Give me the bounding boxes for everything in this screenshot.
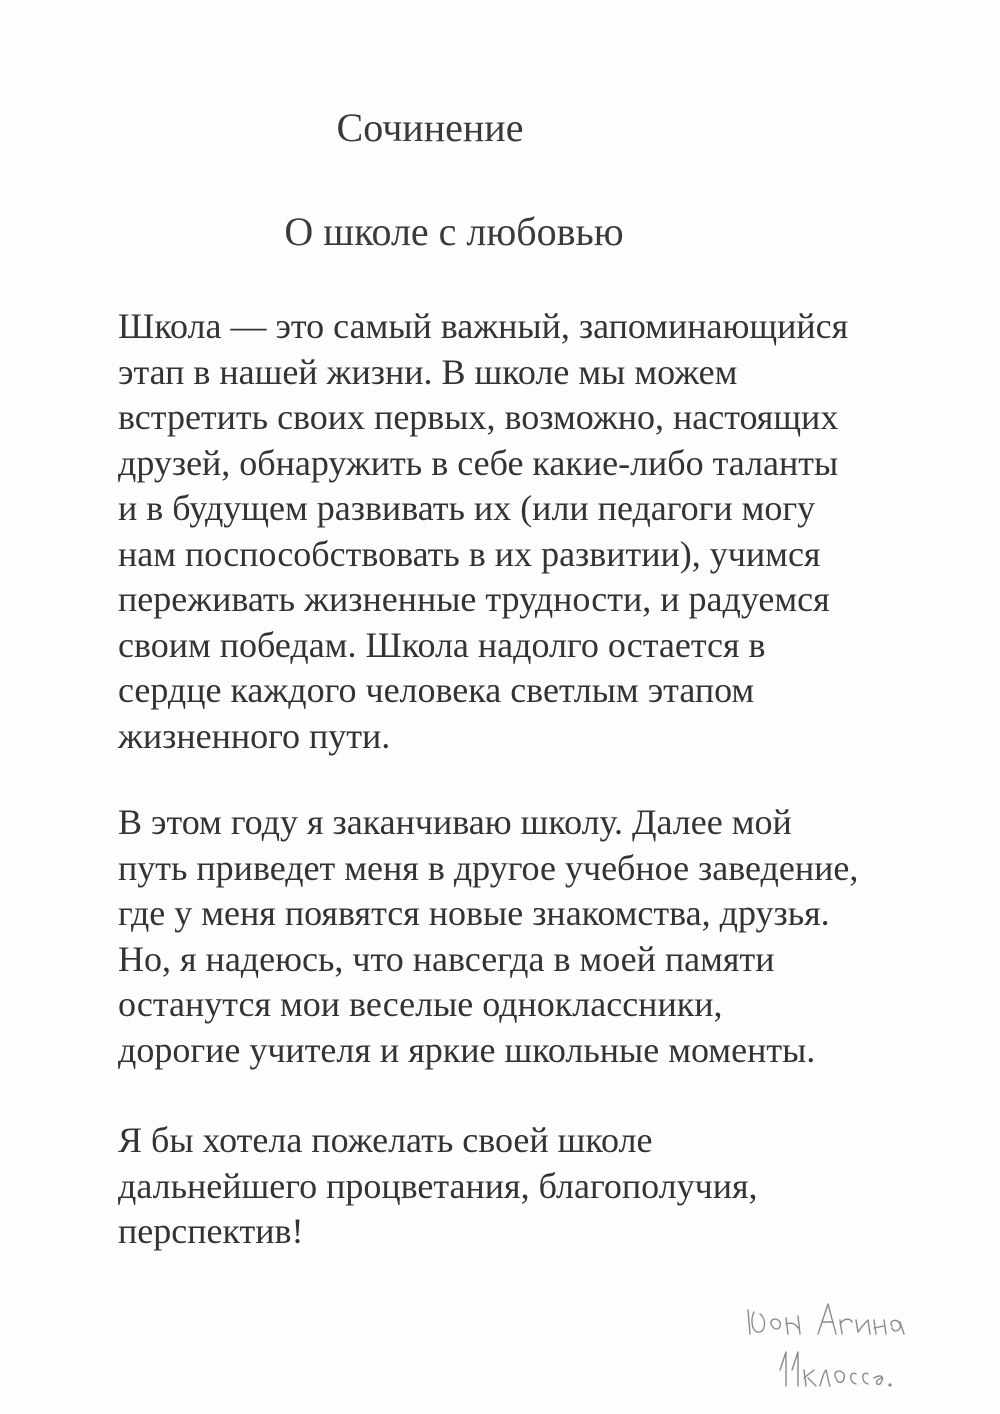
text-line: перспектив! bbox=[118, 1211, 304, 1251]
text-line: дорогие учителя и яркие школьные моменты. bbox=[118, 1029, 816, 1070]
document-title: Сочинение bbox=[336, 105, 524, 150]
text-line: сердце каждого человека светлым этапом bbox=[118, 670, 755, 710]
text-line: Школа — это самый важный, запоминающийся bbox=[118, 306, 849, 346]
paragraph-2 bbox=[118, 800, 968, 1073]
text-line: и в будущем развивать их (или педагоги могу bbox=[118, 488, 816, 528]
text-line: Я бы хотела пожелать своей школе bbox=[118, 1120, 653, 1160]
text-line: встретить своих первых, возможно, настоящих bbox=[118, 397, 839, 437]
document-subtitle: О школе с любовью bbox=[284, 209, 624, 254]
text-line: путь приведет меня в другое учебное заведение, bbox=[118, 847, 859, 888]
text-line: дальнейшего процветания, благополучия, bbox=[118, 1165, 758, 1206]
text-line: где у меня появятся новые знакомства, друзья. bbox=[118, 893, 830, 933]
text-line: друзей, обнаружить в себе какие-либо таланты bbox=[118, 442, 839, 483]
paragraph-1 bbox=[118, 304, 968, 759]
text-line: В этом году я заканчиваю школу. Далее мой bbox=[118, 802, 792, 842]
text-line: этап в нашей жизни. В школе мы можем bbox=[118, 351, 738, 392]
text-line: Но, я надеюсь, что навсегда в моей памяти bbox=[118, 938, 775, 979]
text-line: останутся мои веселые одноклассники, bbox=[118, 984, 723, 1024]
paragraph-3 bbox=[118, 1118, 968, 1255]
handwritten-signature bbox=[740, 1290, 940, 1400]
text-line: своим победам. Школа надолго остается в bbox=[118, 624, 766, 665]
text-line: нам поспособствовать в их развитии), учимся bbox=[118, 533, 821, 574]
text-line: жизненного пути. bbox=[118, 715, 391, 756]
text-line: переживать жизненные трудности, и радуемся bbox=[118, 579, 830, 619]
